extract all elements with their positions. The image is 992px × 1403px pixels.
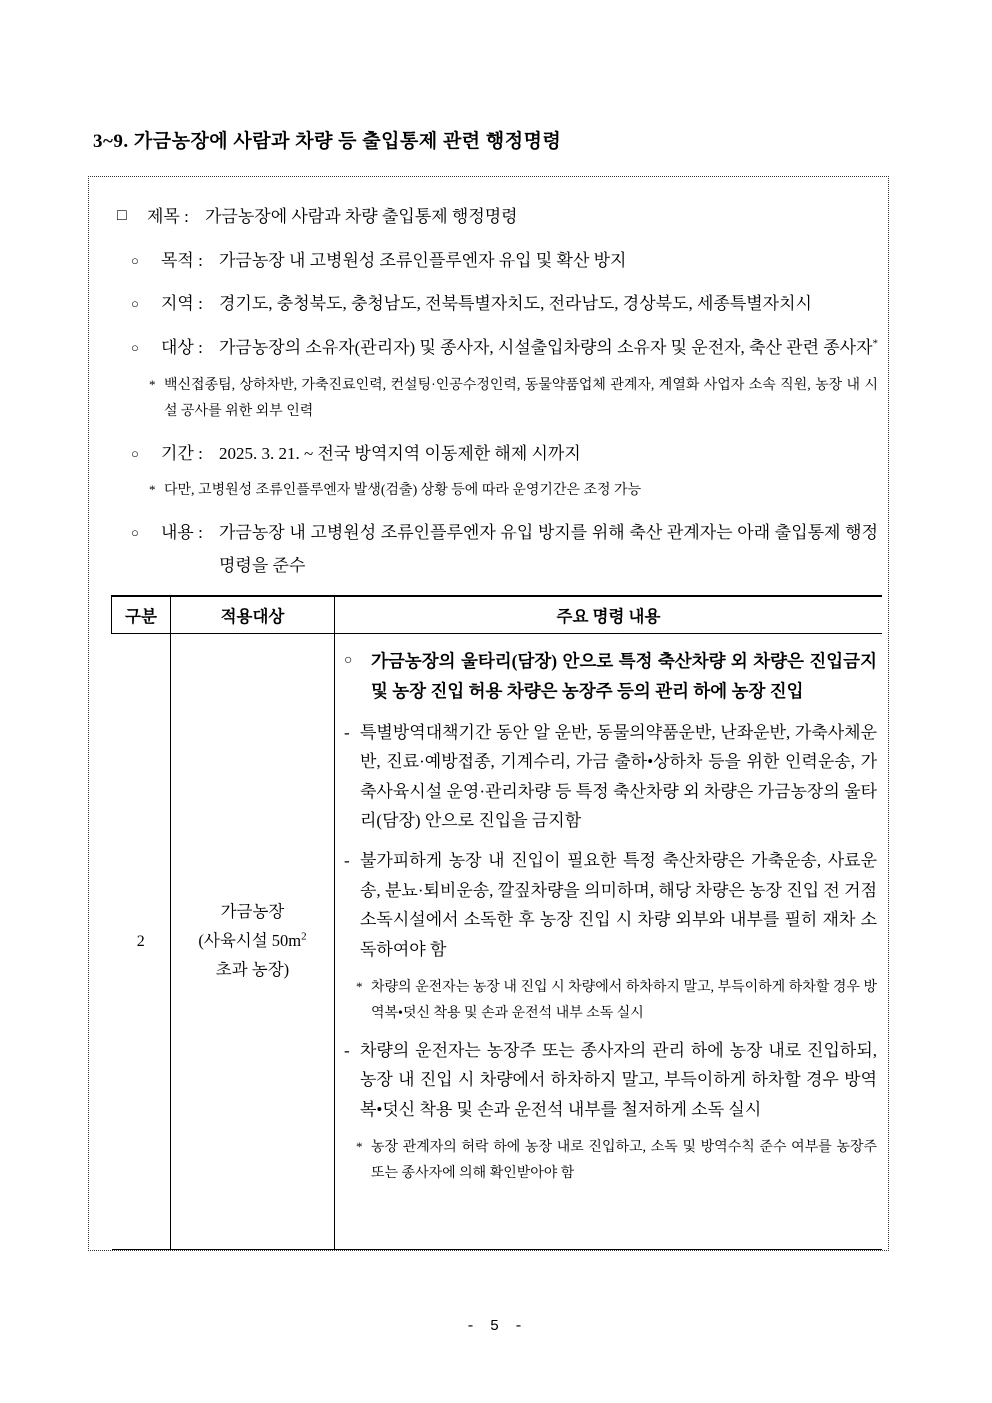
- asterisk-icon: *: [149, 376, 156, 392]
- order-text: 특별방역대책기간 동안 알 운반, 동물의약품운반, 난좌운반, 가축사체운반, 진료·예방접종, 기계수리, 가금 출하•상하차 등을 위한 인력운송, 가축사육시설 운영·관리차량 등 특정 축산차량 외 차량은 가금농장의 울타리(담장) 안으로 진입을 금지함: [360, 722, 877, 830]
- asterisk-icon: *: [356, 978, 363, 994]
- list-item-subject: [111, 332, 878, 365]
- footnote-text: 농장 관계자의 허락 하에 농장 내로 진입하고, 소독 및 방역수칙 준수 여부를 농장주 또는 종사자에 의해 확인받아야 함: [371, 1139, 877, 1181]
- item-label: 제목 :: [147, 207, 189, 226]
- list-item-title: [111, 201, 878, 234]
- order-table-header: [112, 596, 883, 634]
- item-text: 가금농장 내 고병원성 조류인플루엔자 유입 방지를 위해 축산 관계자는 아래 출입통제 행정명령을 준수: [219, 522, 878, 575]
- superscript-2: 2: [301, 930, 307, 943]
- item-label: 대상 :: [161, 337, 203, 357]
- item-label: 내용 :: [161, 522, 203, 542]
- list-item-purpose: [111, 245, 878, 278]
- order-main-item: [344, 646, 877, 707]
- item-label: 지역 :: [161, 294, 203, 314]
- item-text: 가금농장에 사람과 차량 출입통제 행정명령: [205, 207, 518, 226]
- item-label: 기간 :: [161, 443, 203, 463]
- order-footnote: [344, 975, 877, 1027]
- order-sub-item: [344, 718, 877, 836]
- list-item-content: [111, 517, 878, 582]
- circle-bullet-icon: ○: [131, 296, 139, 312]
- order-table: [111, 595, 882, 1251]
- order-text: 가금농장의 울타리(담장) 안으로 특정 축산차량 외 차량은 진입금지 및 농장 진입 허용 차량은 농장주 등의 관리 하에 농장 진입: [371, 651, 877, 702]
- circle-bullet-icon: ○: [131, 252, 139, 268]
- footnote-asterisk: *: [872, 337, 879, 350]
- footnote-text: 백신접종팀, 상하차반, 가축진료인력, 컨설팅·인공수정인력, 동물약품업체 관계자, 계열화 사업자 소속 직원, 농장 내 시설 공사를 위한 외부 인력: [164, 377, 878, 420]
- list-item-period: [111, 438, 878, 471]
- footnote-subject: [111, 373, 878, 426]
- cell-order-content: [335, 634, 883, 1251]
- dash-bullet-icon: -: [344, 722, 350, 742]
- item-text-body: 가금농장의 소유자(관리자) 및 종사자, 시설출입차량의 소유자 및 운전자, 축산 관련 종사자: [219, 337, 873, 357]
- order-sub-item: [344, 1036, 877, 1124]
- circle-bullet-icon: ○: [131, 339, 139, 355]
- circle-bullet-icon: ○: [131, 524, 139, 540]
- circle-bullet-icon: ○: [344, 653, 353, 669]
- order-sub-item: [344, 846, 877, 964]
- square-bullet-icon: □: [117, 207, 127, 224]
- target-line: (사육시설 $50m^2$: [198, 930, 307, 951]
- order-summary-box: [88, 176, 889, 1251]
- footnote-period: [111, 478, 878, 505]
- order-footnote: [344, 1135, 877, 1187]
- list-item-region: [111, 288, 878, 321]
- item-text: [219, 332, 878, 365]
- asterisk-icon: *: [356, 1138, 363, 1154]
- item-label: 목적 :: [161, 250, 203, 270]
- dash-bullet-icon: -: [344, 1040, 350, 1060]
- page-title: 3~9. 가금농장에 사람과 차량 등 출입통제 관련 행정명령: [93, 131, 562, 152]
- item-text: 가금농장 내 고병원성 조류인플루엔자 유입 및 확산 방지: [219, 250, 627, 270]
- cell-target-description: [171, 634, 335, 1251]
- item-text: 경기도, 충청북도, 충청남도, 전북특별자치도, 전라남도, 경상북도, 세종특별자치시: [219, 294, 812, 314]
- footnote-text: 다만, 고병원성 조류인플루엔자 발생(검출) 상황 등에 따라 운영기간은 조정 가능: [164, 483, 642, 499]
- header-cell-target: 적용대상: [171, 596, 335, 634]
- order-text: 차량의 운전자는 농장주 또는 종사자의 관리 하에 농장 내로 진입하되, 농장 내 진입 시 차량에서 하차하지 말고, 부득이하게 하차할 경우 방역복•덧신 착용 및 손과 운전석 내부를 철저하게 소독 실시: [360, 1040, 877, 1119]
- asterisk-icon: *: [149, 482, 156, 498]
- circle-bullet-icon: ○: [131, 445, 139, 461]
- target-line: 가금농장: [220, 902, 285, 922]
- footnote-text: 차량의 운전자는 농장 내 진입 시 차량에서 하차하지 말고, 부득이하게 하차할 경우 방역복•덧신 착용 및 손과 운전석 내부 소독 실시: [371, 979, 877, 1021]
- header-cell-category: 구분: [112, 596, 171, 634]
- header-cell-order-content: 주요 명령 내용: [335, 596, 883, 634]
- target-line: 초과 농장): [215, 960, 290, 980]
- page-number: - 5 -: [465, 1318, 526, 1335]
- dash-bullet-icon: -: [344, 851, 350, 871]
- cell-category-number: 2: [112, 634, 171, 1251]
- item-text: 2025. 3. 21. ~ 전국 방역지역 이동제한 해제 시까지: [219, 443, 581, 463]
- order-text: 불가피하게 농장 내 진입이 필요한 특정 축산차량은 가축운송, 사료운송, 분뇨·퇴비운송, 깔짚차량을 의미하며, 해당 차량은 농장 진입 전 거점소독시설에서 소독한 후 농장 진입 시 차량 외부와 내부를 필히 재차 소독하여야 함: [360, 851, 877, 959]
- table-row: [112, 634, 883, 1251]
